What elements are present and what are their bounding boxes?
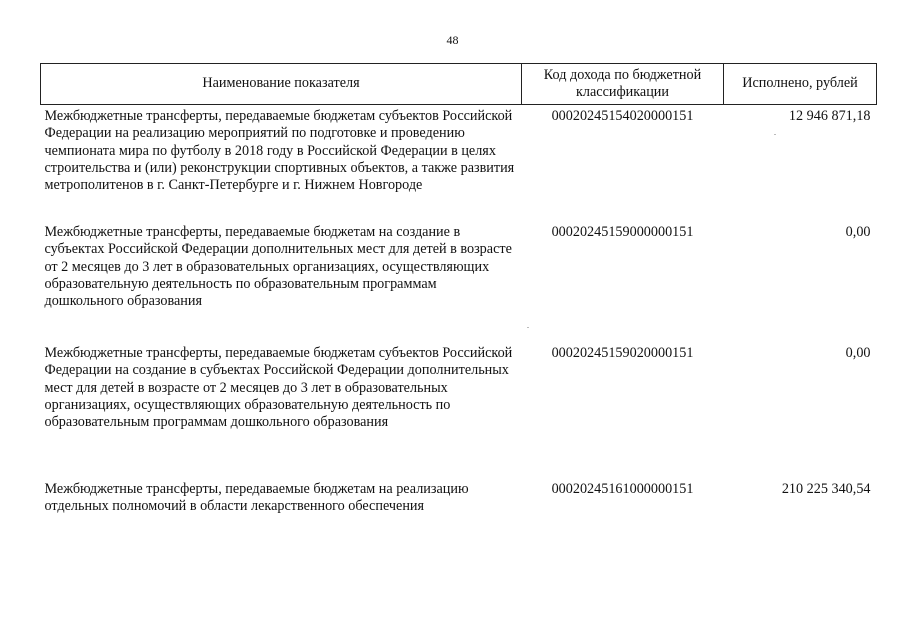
column-header-executed: Исполнено, рублей xyxy=(724,64,877,105)
budget-code-cell: 00020245154020000151 xyxy=(551,108,694,124)
executed-amount-cell: 12 946 871,18 xyxy=(788,108,871,124)
table-row xyxy=(41,345,877,481)
executed-amount-cell: 0,00 xyxy=(845,345,871,361)
indicator-name-cell: Межбюджетные трансферты, передаваемые бюджетам на реализацию отдельных полномочий в области лекарственного обеспечения xyxy=(44,481,469,515)
executed-amount-cell: 210 225 340,54 xyxy=(781,481,871,497)
column-header-name: Наименование показателя xyxy=(41,64,522,105)
scan-speck xyxy=(774,134,776,135)
table-row xyxy=(41,481,877,521)
table-header-row xyxy=(41,64,877,105)
budget-report-table xyxy=(40,63,877,521)
executed-amount-cell: 0,00 xyxy=(845,224,871,240)
budget-code-cell: 00020245159000000151 xyxy=(551,224,694,240)
indicator-name-cell: Межбюджетные трансферты, передаваемые бюджетам на создание в субъектах Российской Федерации дополнительных мест для детей в возрасте от 2 месяцев до 3 лет в образовательных организациях, осуществляющих образовательную деятельность по образовательным программам дошкольного образования xyxy=(44,224,512,310)
budget-code-cell: 00020245161000000151 xyxy=(551,481,694,497)
scan-speck xyxy=(527,327,529,328)
budget-code-cell: 00020245159020000151 xyxy=(551,345,694,361)
page-number: 48 xyxy=(446,33,459,47)
table-row xyxy=(41,224,877,345)
indicator-name-cell: Межбюджетные трансферты, передаваемые бюджетам субъектов Российской Федерации на реализацию мероприятий по подготовке и проведению чемпионата мира по футболу в 2018 году в Российской Федерации в целях строительства и (или) реконструкции спортивных объектов, а также развития метрополитенов в г. Санкт-Петербурге и г. Нижнем Новгороде xyxy=(44,108,515,194)
column-header-code: Код дохода по бюджетной классификации xyxy=(522,64,724,105)
table-row xyxy=(41,105,877,225)
indicator-name-cell: Межбюджетные трансферты, передаваемые бюджетам субъектов Российской Федерации на создание в субъектах Российской Федерации дополнительных мест для детей в возрасте от 2 месяцев до 3 лет в образовательных организациях, осуществляющих образовательную деятельность по образовательным программам дошкольного образования xyxy=(44,345,513,431)
